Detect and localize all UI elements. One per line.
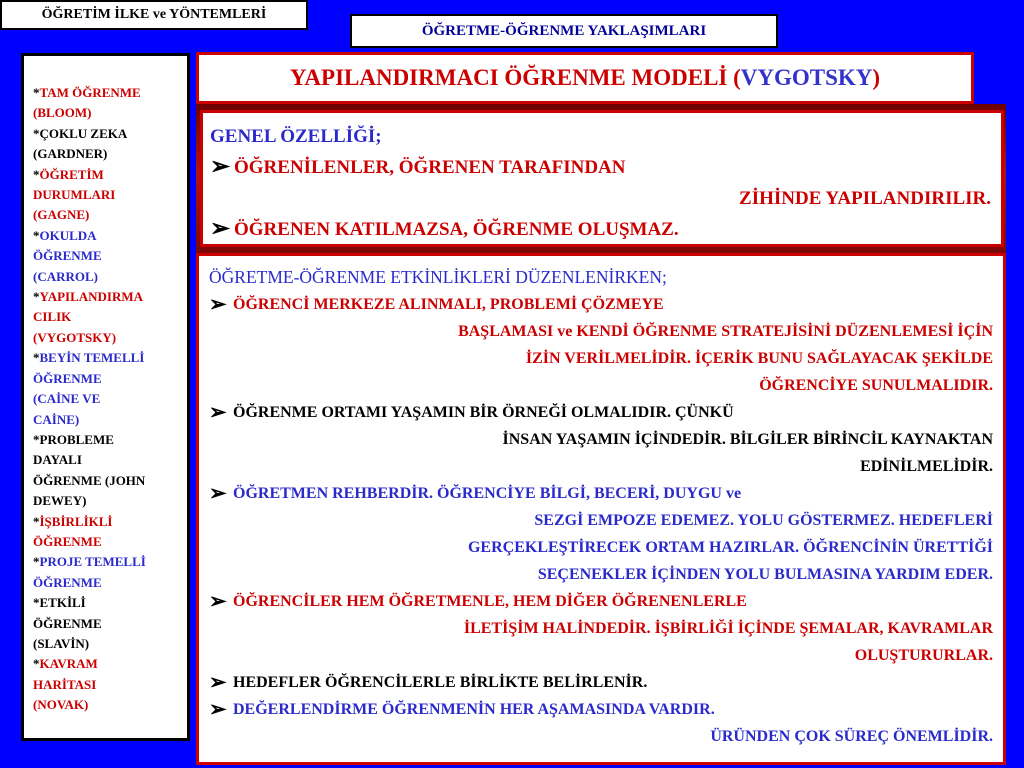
sidebar-item-star: * <box>33 85 40 100</box>
bullet-line: OLUŞTURURLAR. <box>854 647 993 664</box>
sidebar-item <box>33 552 183 593</box>
sidebar-item-line <box>33 144 183 164</box>
sidebar-item-star: * <box>33 350 40 366</box>
sidebar-item <box>33 654 183 715</box>
sidebar-item-line <box>33 205 183 225</box>
bullet-line: BAŞLAMASI ve KENDİ ÖĞRENME STRATEJİSİNİ DÜZENLEMESİ İÇİN <box>458 323 993 340</box>
arrow-bullet-icon: ➢ <box>210 154 231 180</box>
sidebar-item-text: ÖĞRENME (JOHN <box>33 472 146 488</box>
sidebar-item-text: ETKİLİ <box>39 595 86 611</box>
sidebar-item <box>33 348 183 430</box>
sidebar-item-text: HARİTASI <box>33 676 97 692</box>
arrow-bullet-icon: ➢ <box>209 589 227 613</box>
sidebar-item-line <box>33 348 183 368</box>
sidebar-item-text: ÖĞRETİM <box>39 166 104 182</box>
sidebar-item-line <box>33 593 183 613</box>
sidebar-item-star: * <box>33 166 40 182</box>
sidebar-item-text: ÖĞRENME <box>33 370 102 386</box>
bullet-line: İZİN VERİLMELİDİR. İÇERİK BUNU SAĞLAYACAK ŞEKİLDE <box>525 350 993 367</box>
model-title-close: ) <box>872 65 881 90</box>
bullet-line: EDİNİLMELİDİR. <box>860 458 993 475</box>
activities-list <box>209 291 993 750</box>
sidebar-item-text: DEWEY) <box>33 493 87 509</box>
sidebar-item-star: * <box>33 656 40 672</box>
sidebar-item <box>33 83 183 124</box>
section-title <box>350 14 778 48</box>
sidebar-item-line <box>33 430 183 450</box>
sidebar-item-text: DURUMLARI <box>33 187 116 203</box>
arrow-bullet-icon: ➢ <box>209 697 227 721</box>
bullet-line: SEZGİ EMPOZE EDEMEZ. YOLU GÖSTERMEZ. HEDEFLERİ <box>534 512 993 529</box>
sidebar-item-line <box>33 165 183 185</box>
sidebar-item-line <box>33 552 183 572</box>
sidebar-item-line <box>33 532 183 552</box>
slide-tag <box>0 0 308 30</box>
arrow-bullet-icon: ➢ <box>209 481 227 505</box>
bullet-item <box>210 152 991 214</box>
sidebar-item-text: ÇOKLU ZEKA <box>39 125 128 141</box>
sidebar-item-line <box>33 410 183 430</box>
sidebar-item-text: BEYİN TEMELLİ <box>39 350 145 366</box>
bullet-item <box>209 399 993 480</box>
sidebar-item-line <box>33 695 183 715</box>
sidebar-item <box>33 430 183 512</box>
sidebar-item-text: OKULDA <box>39 227 97 243</box>
model-title <box>196 52 974 104</box>
bullet-line: ÖĞRENME ORTAMI YAŞAMIN BİR ÖRNEĞİ OLMALIDIR. ÇÜNKÜ <box>233 404 734 421</box>
sidebar-item-line <box>33 614 183 634</box>
arrow-bullet-icon: ➢ <box>210 216 231 242</box>
sidebar-item-line <box>33 471 183 491</box>
sidebar-item-line <box>33 124 183 144</box>
sidebar-item-line <box>33 512 183 532</box>
general-features-list <box>210 152 991 245</box>
sidebar-item-text: (CAİNE VE <box>33 391 101 407</box>
bullet-line: ÖĞRENCİ MERKEZE ALINMALI, PROBLEMİ ÇÖZMEYE <box>233 296 664 313</box>
bullet-line: ÜRÜNDEN ÇOK SÜREÇ ÖNEMLİDİR. <box>710 728 993 745</box>
activities-box <box>196 253 1006 765</box>
sidebar-item-text: ÖĞRENME <box>33 615 102 631</box>
sidebar-item-line <box>33 450 183 470</box>
sidebar-item-star: * <box>33 554 40 570</box>
sidebar-item-line <box>33 389 183 409</box>
general-features-heading: GENEL ÖZELLİĞİ; <box>210 126 382 147</box>
sidebar-item-text: ÖĞRENME <box>33 533 102 549</box>
bullet-line: GERÇEKLEŞTİRECEK ORTAM HAZIRLAR. ÖĞRENCİNİN ÜRETTİĞİ <box>467 539 993 556</box>
sidebar-item-star: * <box>33 595 40 611</box>
sidebar-item-star: * <box>33 513 40 529</box>
sidebar-item-text: ÖĞRENME <box>33 574 102 590</box>
bullet-item <box>209 696 993 750</box>
bullet-line: İNSAN YAŞAMIN İÇİNDEDİR. BİLGİLER BİRİNCİL KAYNAKTAN <box>502 431 993 448</box>
sidebar-item-star: * <box>33 125 40 141</box>
sidebar-item-text: PROJE TEMELLİ <box>39 554 146 570</box>
sidebar-item-text: ÖĞRENME <box>33 248 102 264</box>
sidebar-item <box>33 287 183 348</box>
bullet-line: SEÇENEKLER İÇİNDEN YOLU BULMASINA YARDIM EDER. <box>537 566 993 583</box>
sidebar-item-line <box>33 103 183 123</box>
arrow-bullet-icon: ➢ <box>209 670 227 694</box>
sidebar-item-text: (SLAVİN) <box>33 635 90 651</box>
bullet-text <box>234 152 991 214</box>
arrow-bullet-icon: ➢ <box>209 400 227 424</box>
bullet-line: ZİHİNDE YAPILANDIRILIR. <box>739 188 991 209</box>
bullet-line: HEDEFLER ÖĞRENCİLERLE BİRLİKTE BELİRLENİR. <box>233 674 648 691</box>
general-features-box <box>200 110 1004 247</box>
sidebar-item-line <box>33 654 183 674</box>
sidebar-item-text: CAİNE) <box>33 411 80 427</box>
sidebar-item-text: (GARDNER) <box>33 146 108 162</box>
bullet-line: ÖĞRETMEN REHBERDİR. ÖĞRENCİYE BİLGİ, BECERİ, DUYGU ve <box>233 485 742 502</box>
bullet-item <box>210 214 991 245</box>
sidebar-item-text: KAVRAM <box>39 656 98 672</box>
sidebar-item <box>33 512 183 553</box>
sidebar-item <box>33 124 183 165</box>
sidebar-item-text: (NOVAK) <box>33 697 89 713</box>
sidebar-item-line <box>33 226 183 246</box>
bullet-text <box>233 480 993 588</box>
bullet-item <box>209 480 993 588</box>
slide-tag-text: ÖĞRETİM İLKE ve YÖNTEMLERİ <box>41 7 267 22</box>
sidebar-item-text: (GAGNE) <box>33 207 90 223</box>
model-title-text: YAPILANDIRMACI ÖĞRENME MODELİ ( <box>289 65 741 90</box>
bullet-item <box>209 291 993 399</box>
bullet-line: ÖĞRENCİLER HEM ÖĞRETMENLE, HEM DİĞER ÖĞRENENLERLE <box>233 593 747 610</box>
model-title-highlight: VYGOTSKY <box>740 65 873 90</box>
bullet-line: İLETİŞİM HALİNDEDİR. İŞBİRLİĞİ İÇİNDE ŞEMALAR, KAVRAMLAR <box>463 620 993 637</box>
sidebar-item-line <box>33 675 183 695</box>
sidebar-item-text: DAYALI <box>33 452 82 468</box>
sidebar-item-text: YAPILANDIRMA <box>39 289 144 305</box>
sidebar-item-line <box>33 287 183 307</box>
bullet-line: ÖĞRENİLENLER, ÖĞRENEN TARAFINDAN <box>234 157 626 178</box>
bullet-text <box>233 399 993 480</box>
bullet-line: ÖĞRENEN KATILMAZSA, ÖĞRENME OLUŞMAZ. <box>234 219 679 240</box>
sidebar-item-star: * <box>33 227 40 243</box>
section-title-text: ÖĞRETME-ÖĞRENME YAKLAŞIMLARI <box>421 22 707 39</box>
sidebar-item-text: (CARROL) <box>33 268 98 284</box>
bullet-text <box>233 696 993 750</box>
bullet-line: ÖĞRENCİYE SUNULMALIDIR. <box>759 377 993 394</box>
sidebar-item-line <box>33 369 183 389</box>
sidebar-item-line <box>33 328 183 348</box>
bullet-text <box>233 291 993 399</box>
approaches-sidebar <box>21 53 190 741</box>
sidebar-item-line <box>33 573 183 593</box>
sidebar-item-line <box>33 246 183 266</box>
activities-heading: ÖĞRETME-ÖĞRENME ETKİNLİKLERİ DÜZENLENİRKEN; <box>209 267 667 287</box>
bullet-item <box>209 588 993 669</box>
sidebar-item-star: * <box>33 289 40 305</box>
bullet-line: DEĞERLENDİRME ÖĞRENMENİN HER AŞAMASINDA VARDIR. <box>233 701 715 718</box>
sidebar-item-star: * <box>33 431 40 447</box>
sidebar-item-text: (BLOOM) <box>33 105 92 121</box>
bullet-text <box>233 669 993 696</box>
bullet-text <box>234 214 991 245</box>
sidebar-item-text: PROBLEME <box>39 431 114 447</box>
sidebar-item-line <box>33 634 183 654</box>
arrow-bullet-icon: ➢ <box>209 292 227 316</box>
bullet-item <box>209 669 993 696</box>
sidebar-item <box>33 226 183 287</box>
sidebar-item-text: İŞBİRLİKLİ <box>39 513 113 529</box>
bullet-text <box>233 588 993 669</box>
sidebar-item-text: TAM ÖĞRENME <box>39 85 141 100</box>
sidebar-item-line <box>33 307 183 327</box>
sidebar-item-text: CILIK <box>33 309 72 325</box>
sidebar-item-line <box>33 83 183 103</box>
sidebar-item-line <box>33 267 183 287</box>
sidebar-item-text: (VYGOTSKY) <box>33 329 117 345</box>
sidebar-item <box>33 593 183 654</box>
sidebar-item <box>33 165 183 226</box>
sidebar-item-line <box>33 185 183 205</box>
sidebar-item-line <box>33 491 183 511</box>
